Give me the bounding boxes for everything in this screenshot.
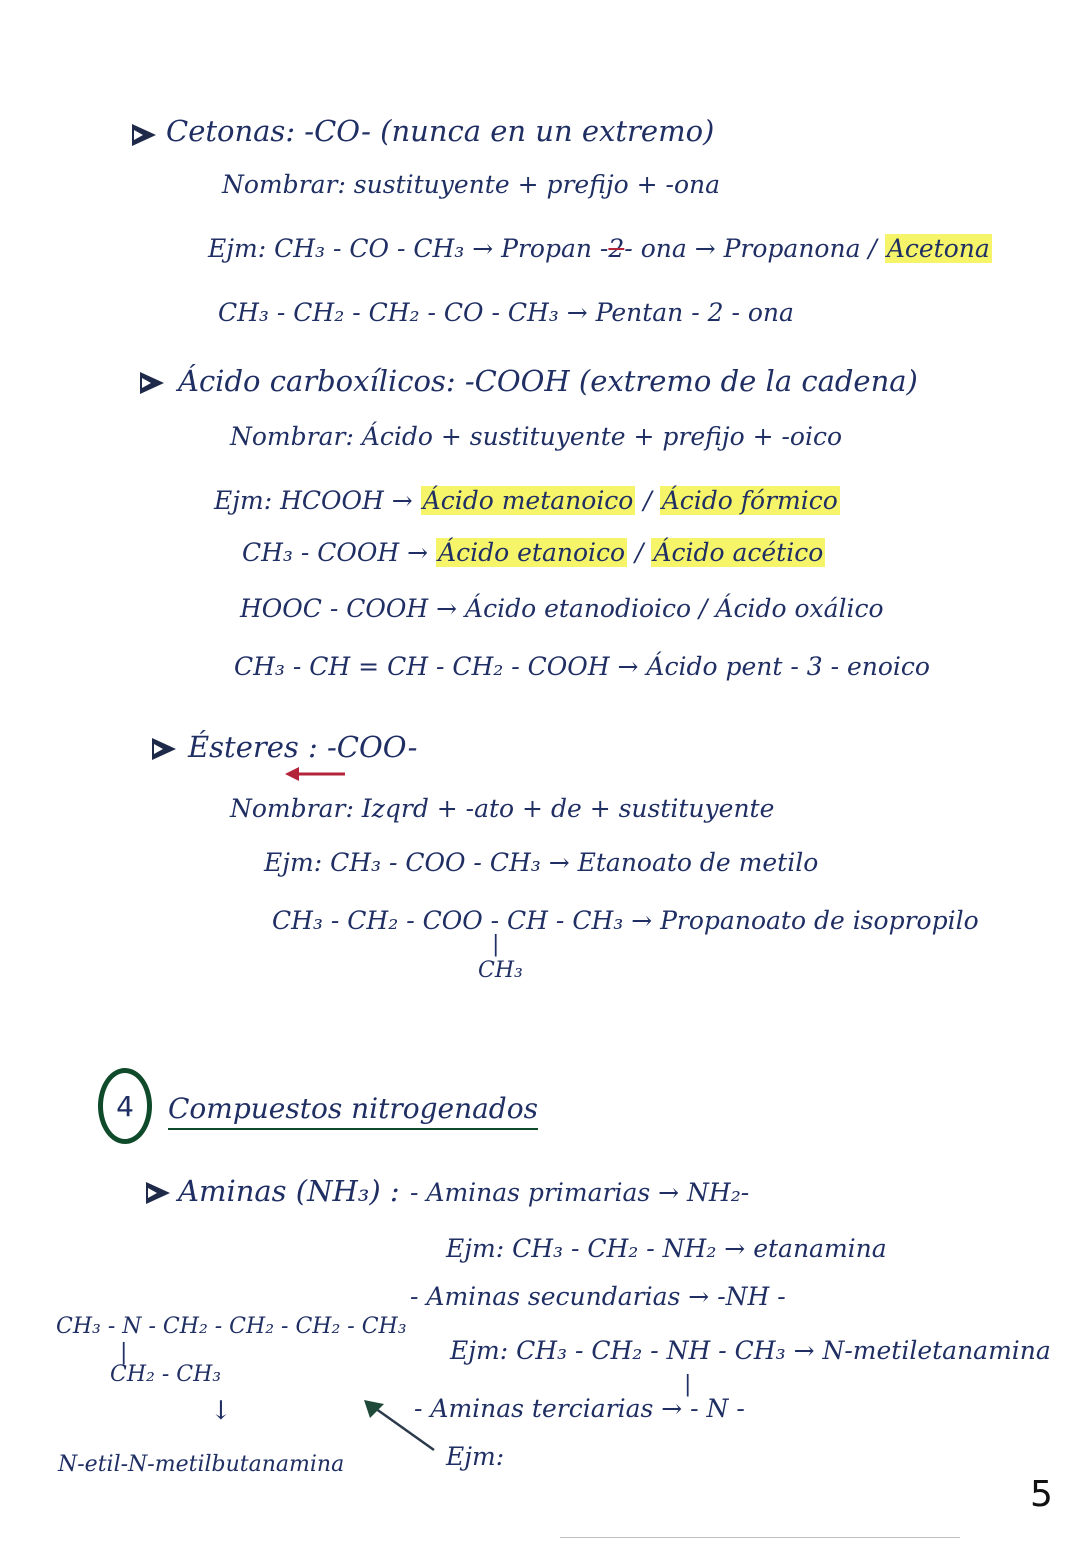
cetonas-example-1 (208, 234, 992, 263)
bullet-arrow-icon (132, 124, 156, 146)
page-number: 5 (1030, 1474, 1053, 1515)
acidos-ex2-formula: CH₃ - COOH → (242, 538, 429, 567)
down-arrow-icon: ↓ (210, 1396, 232, 1426)
cetonas-ex1-name-b: - ona → Propanona / (624, 234, 877, 263)
esteres-ex2-bond: | (492, 932, 500, 957)
esteres-example-2: CH₃ - CH₂ - COO - CH - CH₃ → Propanoato de isopropilo (272, 906, 979, 935)
cetonas-example-2: CH₃ - CH₂ - CH₂ - CO - CH₃ → Pentan - 2 - ona (218, 298, 794, 327)
acidos-ex1-highlight-1: Ácido metanoico (422, 486, 634, 515)
aminas-secundarias-example: Ejm: CH₃ - CH₂ - NH - CH₃ → N-metiletanamina (450, 1336, 1051, 1365)
cetonas-ex1-formula: Ejm: CH₃ - CO - CH₃ (208, 234, 465, 263)
section-number: 4 (116, 1089, 134, 1123)
section-number-badge (98, 1068, 152, 1144)
side-formula-bond: | (120, 1340, 128, 1365)
side-formula-name: N-etil-N-metilbutanamina (58, 1452, 345, 1477)
arrow-right-icon: → (472, 234, 494, 263)
side-formula: CH₃ - N - CH₂ - CH₂ - CH₂ - CH₃ (56, 1314, 407, 1339)
acidos-nombrar: Nombrar: Ácido + sustituyente + prefijo + -oico (230, 422, 843, 451)
red-arrow-icon (285, 765, 347, 783)
esteres-nombrar: Nombrar: Izqrd + -ato + de + sustituyente (230, 794, 775, 823)
aminas-heading: Aminas (NH₃) : (178, 1174, 400, 1208)
acidos-ex1-sep: / (643, 486, 652, 515)
bottom-divider (560, 1537, 960, 1538)
cetonas-heading: Cetonas: -CO- (nunca en un extremo) (166, 114, 715, 148)
aminas-terciarias: - Aminas terciarias → - N - (414, 1394, 745, 1423)
cetonas-ex1-highlight: Acetona (886, 234, 990, 263)
bullet-arrow-icon (146, 1182, 170, 1204)
cetonas-nombrar: Nombrar: sustituyente + prefijo + -ona (222, 170, 721, 199)
acidos-example-1 (214, 486, 840, 515)
acidos-ex2-highlight-1: Ácido etanoico (438, 538, 626, 567)
esteres-example-1: Ejm: CH₃ - COO - CH₃ → Etanoato de metilo (264, 848, 819, 877)
aminas-terciarias-bond: | (684, 1372, 692, 1397)
acidos-example-2 (242, 538, 825, 567)
acidos-ex2-sep: / (635, 538, 644, 567)
aminas-primarias: - Aminas primarias → NH₂- (410, 1178, 750, 1207)
acidos-example-4: CH₃ - CH = CH - CH₂ - COOH → Ácido pent - 3 - enoico (234, 652, 930, 681)
acidos-ex1-formula: Ejm: HCOOH → (214, 486, 413, 515)
acidos-ex2-highlight-2: Ácido acético (653, 538, 824, 567)
pointer-arrow-icon (360, 1396, 440, 1456)
bullet-arrow-icon (152, 738, 176, 760)
side-formula-branch: CH₂ - CH₃ (110, 1362, 222, 1387)
aminas-terciarias-example: Ejm: (446, 1442, 505, 1471)
esteres-group: -COO- (326, 730, 418, 764)
cetonas-ex1-crossed: 2 (608, 234, 625, 263)
section-title (168, 1092, 538, 1125)
acidos-heading: Ácido carboxílicos: -COOH (extremo de la cadena) (178, 364, 918, 398)
bullet-arrow-icon (140, 372, 164, 394)
aminas-primarias-example: Ejm: CH₃ - CH₂ - NH₂ → etanamina (446, 1234, 887, 1263)
acidos-ex1-highlight-2: Ácido fórmico (661, 486, 838, 515)
cetonas-ex1-name-a: Propan - (501, 234, 609, 263)
esteres-heading-label: Ésteres : (188, 730, 318, 764)
esteres-heading (188, 730, 417, 764)
esteres-ex2-branch: CH₃ (478, 958, 523, 983)
section-title-text: Compuestos nitrogenados (168, 1092, 538, 1130)
aminas-secundarias: - Aminas secundarias → -NH - (410, 1282, 786, 1311)
acidos-example-3: HOOC - COOH → Ácido etanodioico / Ácido oxálico (240, 594, 884, 623)
